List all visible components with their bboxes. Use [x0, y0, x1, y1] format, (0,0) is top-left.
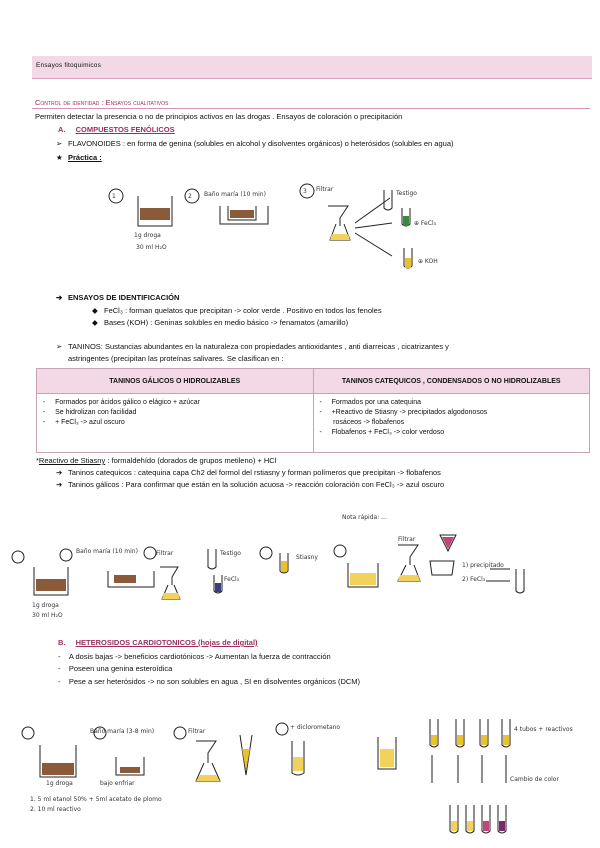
- drug-in-bath: [230, 210, 254, 218]
- part-b-heading: [58, 638, 258, 648]
- table-item: - Formados por ácidos gálico o elágico + azúcar: [43, 399, 201, 406]
- section-intro: Permiten detectar la presencia o no de principios activos en las drogas . Ensayos de coloración o precipitación: [35, 112, 403, 121]
- drug-sample: [140, 208, 170, 220]
- table-item: - Flobafenos + FeCl₃ -> color verdoso: [319, 429, 445, 436]
- s3-result: Cambio de color: [510, 776, 559, 783]
- s3-filtrar: Filtrar: [188, 728, 206, 735]
- stiasny-gal-line: [56, 480, 444, 490]
- flavonoides-line: [56, 139, 454, 149]
- s3-bano: Baño maría (3-8 min): [90, 728, 155, 735]
- s3-dcm: + diclorometano: [290, 724, 341, 731]
- s3-note1: 1. 5 ml etanol 50% + 5ml acetato de plomo: [30, 796, 162, 803]
- s3-tubes: 4 tubos + reactivos: [514, 726, 573, 733]
- s1-fecl3: ⊕ FeCl₃: [414, 220, 437, 227]
- table-item-text: Flobafenos + FeCl₃ -> color verdoso: [331, 429, 445, 436]
- s1-testigo: Testigo: [396, 190, 417, 197]
- table-cell-left: [37, 394, 314, 453]
- s1-filtrar: Filtrar: [316, 186, 334, 193]
- practica-line: [56, 153, 102, 163]
- table-item-text: rosáceos -> flobafenos: [333, 419, 405, 426]
- header-title: Ensayos fitoquimicos: [36, 62, 102, 69]
- section-rule: [32, 108, 590, 109]
- part-b-item: - Pese a ser heterósidos -> no son solubles en agua , SI en disolventes orgánicos (DCM): [58, 677, 361, 686]
- part-b-item-text: A dosis bajas -> beneficios cardiotónicos -> Aumentan la fuerza de contracción: [68, 652, 331, 661]
- stiasny-text: : formaldehído (dorados de grupos metileno) + HCl: [107, 456, 277, 465]
- ensayo-item: [92, 306, 382, 316]
- ensayo-item-text: FeCl₃ : forman quelatos que precipitan -> color verde . Positivo en todos los fenoles: [104, 306, 382, 315]
- arrow-bullet-icon: ➢: [56, 139, 63, 148]
- s1-step2: 2: [188, 193, 192, 200]
- s2-stiasny: Stiasny: [296, 554, 318, 561]
- part-b-item: - Poseen una genina esteroídica: [58, 664, 173, 673]
- s3-droga: 1g droga: [46, 780, 73, 787]
- table-item-text: + FeCl₃ -> azul oscuro: [55, 419, 125, 426]
- diamond-bullet-icon: ◆: [92, 318, 98, 327]
- table-item-text: Formados por ácidos gálico o elágico + azúcar: [55, 399, 201, 406]
- star-bullet-icon: ★: [56, 153, 63, 162]
- ensayos-line: [56, 293, 179, 303]
- part-b-letter: B.: [58, 638, 66, 647]
- taninos-text-1: TANINOS: Sustancias abundantes en la naturaleza con propiedades antioxidantes , anti diarreicas , cicatrizantes y: [68, 342, 449, 351]
- stiasny-cat-text: Taninos catequicos : catequina capa Ch2 del formol del rstiasny y forman polímeros que precipitan -> flobafenos: [68, 468, 441, 477]
- s3-enfriar: bajo enfriar: [100, 780, 135, 787]
- green-result: [403, 216, 409, 226]
- s2-bano: Baño maría (10 min): [76, 548, 138, 555]
- arrow-icon: ➔: [56, 293, 63, 302]
- s1-step1: 1: [112, 193, 116, 200]
- part-a-heading: [58, 125, 175, 135]
- s2-fecl3: FeCl₃: [224, 576, 240, 583]
- ensayo-item: [92, 318, 348, 328]
- arrow-bullet-icon: ➢: [56, 342, 63, 351]
- table-item: - Se hidrolizan con facilidad: [43, 409, 137, 416]
- ensayos-title: ENSAYOS DE IDENTIFICACIÓN: [68, 293, 180, 302]
- stiasny-label: Reactivo de Stiasny: [38, 456, 106, 465]
- s1-koh: ⊕ KOH: [418, 258, 438, 265]
- table-item: - Formados por una catequina: [319, 399, 422, 406]
- table-item-text: Se hidrolizan con facilidad: [55, 409, 137, 416]
- taninos-text-2: astringentes (precipitan las proteínas salivares. Se clasifican en :: [68, 354, 284, 363]
- arrows: [355, 198, 392, 256]
- s1-step3: 3: [303, 188, 307, 195]
- table-head-right: TANINOS CATEQUICOS , CONDENSADOS O NO HIDROLIZABLES: [313, 369, 590, 394]
- ensayo-item-text: Bases (KOH) : Geninas solubles en medio básico -> fenamatos (amarillo): [104, 318, 349, 327]
- s1-agua: 30 ml H₂O: [136, 244, 167, 251]
- table-item: - +Reactivo de Stiasny -> precipitados algodonosos: [319, 409, 488, 416]
- table-cell-right: [313, 394, 590, 453]
- stiasny-gal-text: Taninos gálicos : Para confirmar que están en la solución acuosa -> reacción coloración con FeCl₃ -> azul oscuro: [68, 480, 445, 489]
- table-item-text: Formados por una catequina: [331, 399, 422, 406]
- stiasny-cat-line: [56, 468, 441, 478]
- part-b-item-text: Poseen una genina esteroídica: [68, 664, 173, 673]
- s2-r2: 2) FeCl₃: [462, 576, 486, 583]
- yellow-result: [405, 258, 411, 268]
- s2-testigo: Testigo: [220, 550, 241, 557]
- arrow-icon: ➔: [56, 480, 63, 489]
- filtrate: [330, 234, 350, 240]
- arrow-icon: ➔: [56, 468, 63, 477]
- part-a-letter: A.: [58, 125, 66, 134]
- part-b-item-text: Pese a ser heterósidos -> no son solubles en agua , SI en disolventes orgánicos (DCM): [68, 677, 361, 686]
- part-b-title: HETEROSIDOS CARDIOTONICOS (hojas de digital): [75, 638, 258, 647]
- s1-droga: 1g droga: [134, 232, 161, 239]
- taninos-line-1: [56, 342, 449, 352]
- practica-label: Práctica :: [68, 153, 102, 162]
- table-item-text: +Reactivo de Stiasny -> precipitados algodonosos: [331, 409, 488, 416]
- part-b-item: - A dosis bajas -> beneficios cardiotónicos -> Aumentan la fuerza de contracción: [58, 652, 331, 661]
- flavonoides-text: FLAVONOIDES : en forma de genina (solubles en alcohol y disolventes orgánicos) o heterósidos (solubles en agua): [68, 139, 454, 148]
- funnel: [328, 206, 348, 226]
- s1-bano: Baño maría (10 min): [204, 191, 266, 198]
- s2-nota: Nota rápida: ...: [342, 514, 387, 521]
- section-title: Control de identidad : Ensayos cualitativos: [35, 98, 169, 107]
- table-head-left: TANINOS GÁLICOS O HIDROLIZABLES: [37, 369, 314, 394]
- table-item: [320, 418, 584, 428]
- table-item: - + FeCl₃ -> azul oscuro: [43, 419, 125, 426]
- s2-droga: 1g droga: [32, 602, 59, 609]
- s2-filtrar2: Filtrar: [398, 536, 416, 543]
- s2-r1: 1) precipitado: [462, 562, 504, 569]
- part-a-title: COMPUESTOS FENÓLICOS: [75, 125, 175, 134]
- diamond-bullet-icon: ◆: [92, 306, 98, 315]
- header-bar: [32, 56, 592, 79]
- s3-note2: 2. 10 ml reactivo: [30, 806, 81, 813]
- s2-filtrar: Filtrar: [156, 550, 174, 557]
- stiasny-line: *Reactivo de Stiasny : formaldehído (dorados de grupos metileno) + HCl: [36, 456, 277, 465]
- s2-agua: 30 ml H₂O: [32, 612, 63, 619]
- taninos-table: [36, 368, 590, 453]
